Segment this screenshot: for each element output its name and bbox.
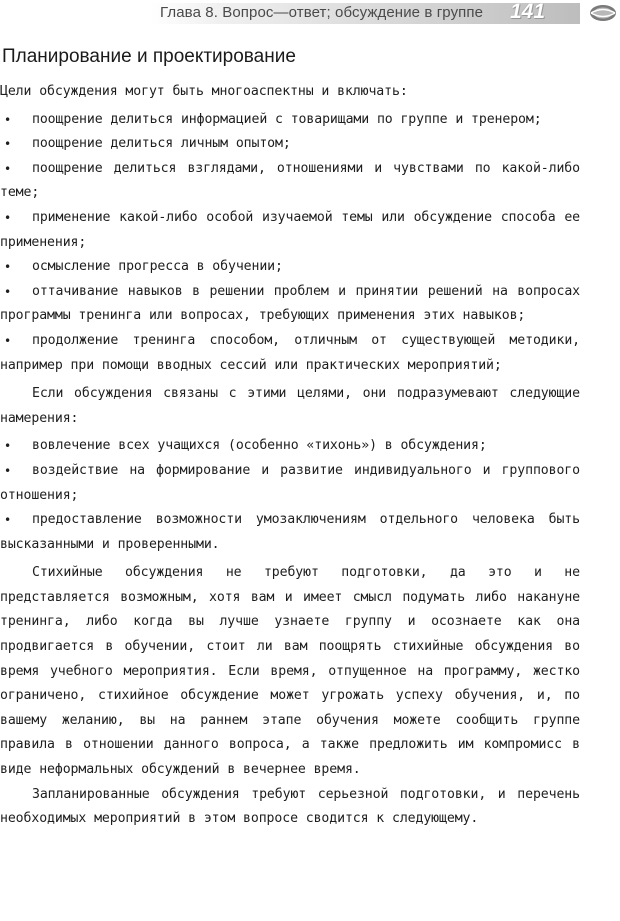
body-text <box>0 80 580 832</box>
bullet-icon: • <box>4 513 12 528</box>
running-header <box>0 0 620 26</box>
bullet-icon: • <box>4 210 12 225</box>
list-item: • продолжение тренинга способом, отличным от существующей методики, например при помощи вводных сессий или практических мероприятий; <box>0 329 580 378</box>
planned-discussion-paragraph: Запланированные обсуждения требуют серьезной подготовки, и перечень необходимых мероприятий в этом вопросе сводится к следующему. <box>0 786 580 827</box>
section-heading: Планирование и проектирование <box>2 46 296 67</box>
intro-paragraph: Цели обсуждения могут быть многоаспектны и включать: <box>0 84 408 99</box>
list-item: • поощрение делиться личным опытом; <box>0 132 580 157</box>
chapter-title: Глава 8. Вопрос—ответ; обсуждение в группе <box>160 4 484 21</box>
list-item: • осмысление прогресса в обучении; <box>0 255 580 280</box>
list-item: • поощрение делиться взглядами, отношениями и чувствами по какой-либо теме; <box>0 157 580 206</box>
publisher-logo-icon <box>569 3 617 23</box>
bullet-icon: • <box>4 260 12 275</box>
list-item: • вовлечение всех учащихся (особенно «тихонь») в обсуждения; <box>0 434 580 459</box>
list-item: • воздействие на формирование и развитие индивидуального и группового отношения; <box>0 459 580 508</box>
bullet-icon: • <box>4 284 12 299</box>
intentions-list <box>0 434 580 557</box>
bullet-icon: • <box>4 161 12 176</box>
bullet-icon: • <box>4 137 12 152</box>
bullet-icon: • <box>4 463 12 478</box>
bullet-icon: • <box>4 333 12 348</box>
list-item: • оттачивание навыков в решении проблем и принятии решений на вопросах программы тренинга или вопросах, требующих применения этих навыков; <box>0 280 580 329</box>
list-item: • поощрение делиться информацией с товарищами по группе и тренером; <box>0 108 580 133</box>
list-item: • применение какой-либо особой изучаемой темы или обсуждение способа ее применения; <box>0 206 580 255</box>
intentions-intro-paragraph: Если обсуждения связаны с этими целями, они подразумевают следующие намерения: <box>0 386 580 426</box>
list-item: • предоставление возможности умозаключениям отдельного человека быть высказанными и проверенными. <box>0 508 580 557</box>
page-number: 141 <box>510 0 546 23</box>
goals-list <box>0 108 580 379</box>
bullet-icon: • <box>4 112 12 127</box>
spontaneous-discussion-paragraph: Стихийные обсуждения не требуют подготовки, да это и не представляется возможным, хотя вам и имеет смысл подумать либо накануне тренинга, либо когда вы лучше узнаете группу и осознаете как она продвигается в обучении, стоит ли вам поощрять стихийные обсуждения во время учебного мероприятия. Если время, отпущенное на программу, жестко ограничено, стихийное обсуждение может угрожать успеху обучения, и, по вашему желанию, вы на раннем этапе обучения можете сообщить группе правила в отношении данного вопроса, а также предложить им компромисс в виде неформальных обсуждений в вечернее время. <box>0 565 580 778</box>
bullet-icon: • <box>4 439 12 454</box>
